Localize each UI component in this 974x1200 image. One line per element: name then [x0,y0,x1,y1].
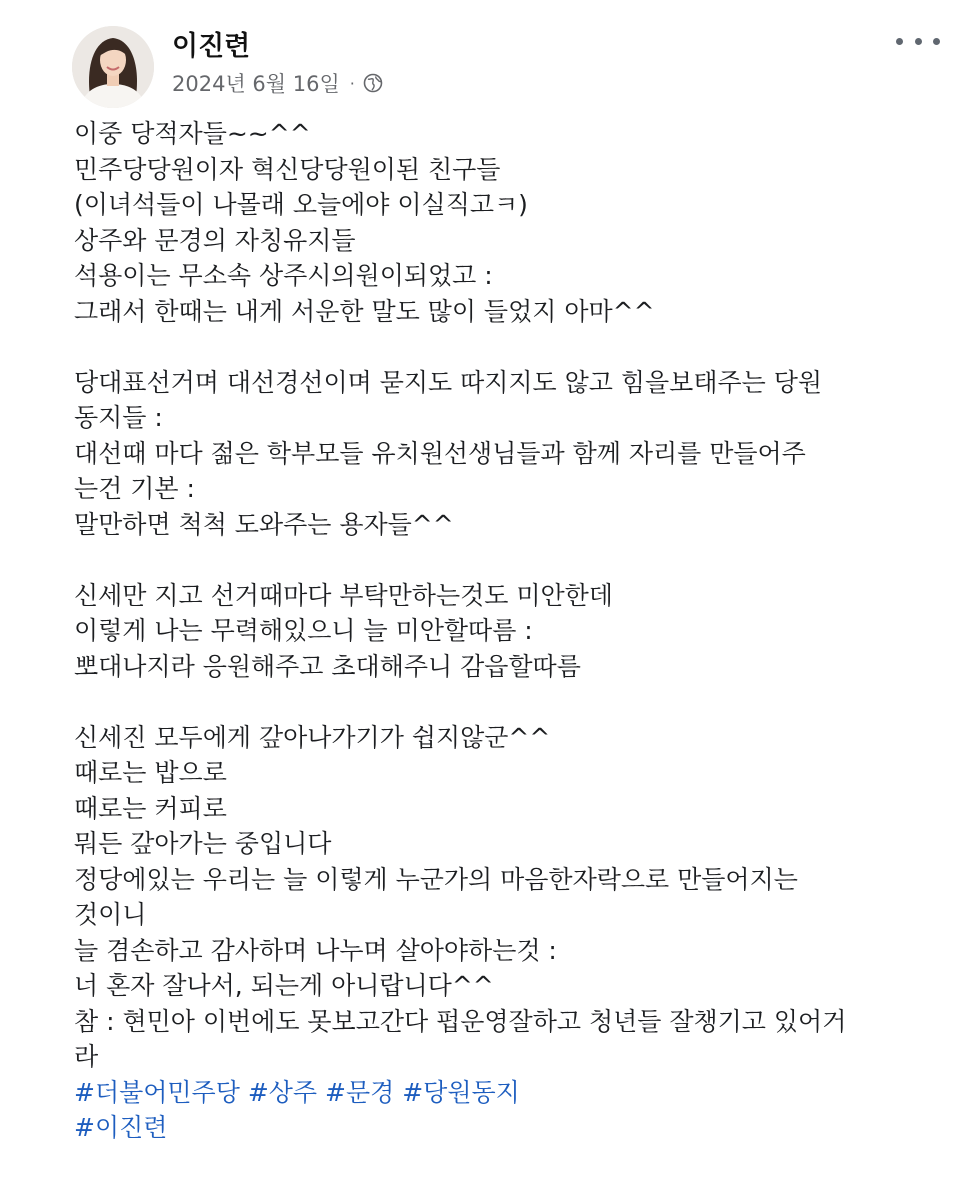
paragraph [74,365,934,543]
post-date[interactable]: 2024년 6월 16일 [172,72,340,96]
text-line: 는건 기본 : [74,474,195,503]
avatar[interactable] [72,26,154,108]
hashtags [74,1075,934,1146]
post-meta [172,66,383,100]
paragraph [74,578,934,685]
hashtag-link[interactable]: #더불어민주당 [74,1077,240,1107]
hashtag-link[interactable]: #문경 [325,1077,395,1107]
text-line: 늘 겸손하고 감사하며 나누며 살아야하는것 : [74,935,557,965]
text-line: 이중 당적자들~~^^ [74,119,311,148]
text-line: 그래서 한때는 내게 서운한 말도 많이 들었지 아마^^ [74,296,655,326]
text-line: 신세진 모두에게 갚아나가기가 쉽지않군^^ [74,722,551,752]
text-line: 참 : 현민아 이번에도 못보고간다 펍운영잘하고 청년들 잘챙기고 있어거 [74,1006,847,1036]
text-line: 정당에있는 우리는 늘 이렇게 누군가의 마음한자락으로 만들어지는 [74,864,798,894]
more-horizontal-icon [896,38,903,45]
post-header [72,22,952,106]
text-line: 이렇게 나는 무력해있으니 늘 미안할따름 : [74,616,533,645]
text-line: 라 [74,1042,99,1071]
text-line: 당대표선거며 대선경선이며 묻지도 따지지도 않고 힘을보태주는 당원 [74,367,823,397]
author-name[interactable]: 이진련 [172,31,251,62]
hashtag-link[interactable]: #당원동지 [402,1077,520,1107]
text-line: 석용이는 무소속 상주시의원이되었고 : [74,261,493,290]
hashtag-link[interactable]: #상주 [247,1077,318,1107]
text-line: (이녀석들이 나몰래 오늘에야 이실직고ㅋ) [74,190,528,219]
text-line: 뽀대나지라 응원해주고 초대해주니 감읍할따름 [74,651,581,681]
hashtag-link[interactable]: #이진련 [74,1113,168,1142]
text-line: 너 혼자 잘나서, 되는게 아니랍니다^^ [74,971,494,1000]
globe-icon[interactable] [363,73,383,93]
hashtag-line [74,1075,934,1111]
paragraph [74,116,934,329]
text-line: 민주당당원이자 혁신당당원이된 친구들 [74,154,501,184]
text-line: 때로는 커피로 [74,793,227,823]
hashtag-line [74,1110,934,1146]
post-text [74,116,934,1146]
paragraph [74,720,934,1075]
text-line: 뭐든 갚아가는 중입니다 [74,829,332,858]
text-line: 신세만 지고 선거때마다 부탁만하는것도 미안한데 [74,580,613,610]
text-line: 상주와 문경의 자칭유지들 [74,225,356,255]
more-horizontal-icon [915,38,922,45]
text-line: 대선때 마다 젊은 학부모들 유치원선생님들과 함께 자리를 만들어주 [74,438,806,468]
text-line: 것이니 [74,900,147,929]
text-line: 동지들 : [74,403,163,432]
text-line: 말만하면 척척 도와주는 용자들^^ [74,509,454,539]
meta-separator: · [349,73,355,93]
text-line: 때로는 밥으로 [74,758,227,787]
more-options-button[interactable] [896,26,940,56]
profile-photo [72,26,154,108]
more-horizontal-icon [933,38,940,45]
